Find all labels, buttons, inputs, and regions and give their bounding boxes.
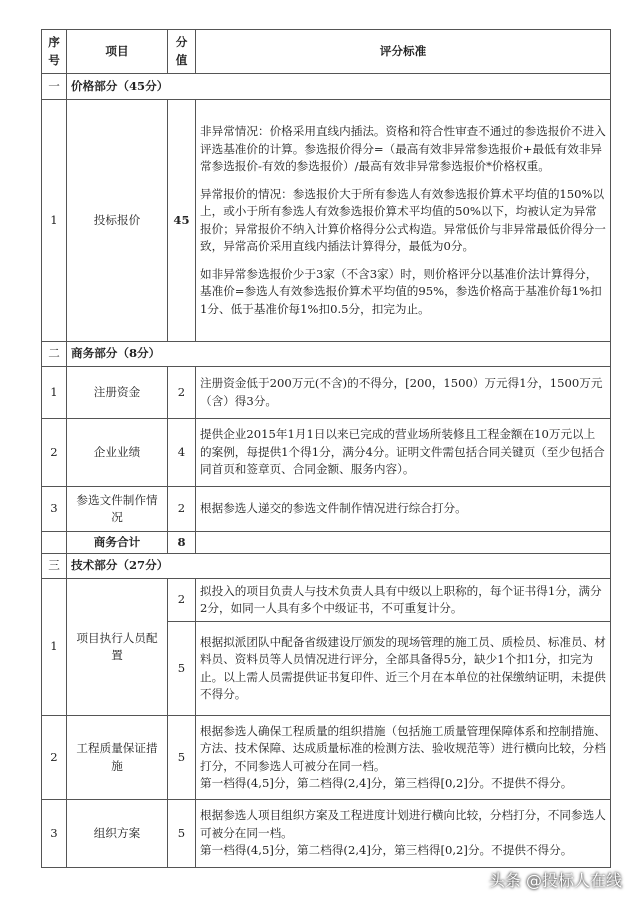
row-no: 1 [42,100,67,342]
row-no: 1 [42,579,67,716]
row-item: 企业业绩 [67,419,168,487]
table-row [42,487,611,532]
criteria-paragraph: 非异常情况：价格采用直线内插法。资格和符合性审查不通过的参选报价不进入评选基准价的计算。参选报价得分=（最高有效非异常参选报价+最低有效非异常参选报价-有效的参选报价）/最高有效非异常参选报价*价格权重。 [200,124,606,173]
row-score: 5 [168,716,196,800]
row-score: 5 [168,800,196,868]
row-item: 工程质量保证措施 [67,716,168,800]
table-row [42,579,611,622]
row-score: 5 [168,622,196,716]
row-item: 组织方案 [67,800,168,868]
row-no: 3 [42,487,67,532]
row-criteria [196,716,611,800]
criteria-paragraph: 根据参选人确保工程质量的组织措施（包括施工质量管理保障体系和控制措施、方法、技术保障、达成质量标准的检测方法、验收规范等）进行横向比较，分档打分，不同参选人可被分在同一档。 [200,723,606,773]
scoring-table [41,29,611,868]
table-row [42,800,611,868]
section-no: 三 [42,554,67,579]
section-no: 一 [42,74,67,100]
row-score: 45 [168,100,196,342]
table-row [42,100,611,342]
row-score: 4 [168,419,196,487]
section-row-business [42,342,611,367]
section-row-tech [42,554,611,579]
criteria-paragraph: 第一档得(4,5]分，第二档得(2,4]分，第三档得[0,2]分。不提供不得分。 [200,776,573,790]
criteria-paragraph: 异常报价的情况：参选报价大于所有参选人有效参选报价算术平均值的150%以上，或小于所有参选人有效参选报价算术平均值的50%以下，均被认定为异常报价；异常报价不纳入计算价格得分公式构造。异常低价与非异常最低价得分一致，异常高价采用直线内插法计算得分，最低为0分。 [200,186,606,253]
row-criteria: 提供企业2015年1月1日以来已完成的营业场所装修且工程金额在10万元以上的案例，每提供1个得1分，满分4分。证明文件需包括合同关键页（至少包括合同首页和签章页、合同金额、服务内容）。 [196,419,611,487]
section-no: 二 [42,342,67,367]
row-criteria: 根据拟派团队中配备省级建设厅颁发的现场管理的施工员、质检员、标准员、材料员、资料员等人员情况进行评分，全部具备得5分，缺少1个扣1分，扣完为止。以上需人员需提供证书复印件、近三个月在本单位的社保缴纳证明，未提供不得分。 [196,622,611,716]
row-criteria: 注册资金低于200万元(不含)的不得分，[200，1500）万元得1分，1500万元（含）得3分。 [196,367,611,419]
section-title: 技术部分（27分） [67,554,611,579]
criteria-paragraph: 如非异常参选报价少于3家（不含3家）时，则价格评分以基准价法计算得分，基准价=参选人有效参选报价算术平均值的95%，参选价格高于基准价每1%扣1分、低于基准价每1%扣0.5分，扣完为止。 [200,266,602,316]
table-row [42,367,611,419]
row-criteria [196,800,611,868]
row-item: 注册资金 [67,367,168,419]
header-no: 序号 [42,30,67,74]
table-row [42,419,611,487]
header-criteria: 评分标准 [196,30,611,74]
row-no: 2 [42,716,67,800]
header-score: 分值 [168,30,196,74]
section-row-price [42,74,611,100]
row-score: 2 [168,579,196,622]
subtotal-score: 8 [168,532,196,554]
row-no: 3 [42,800,67,868]
row-criteria: 拟投入的项目负责人与技术负责人具有中级以上职称的，每个证书得1分，满分2分，如同一人具有多个中级证书，不可重复计分。 [196,579,611,622]
row-score: 2 [168,487,196,532]
criteria-paragraph: 第一档得(4,5]分，第二档得(2,4]分，第三档得[0,2]分。不提供不得分。 [200,843,573,858]
row-criteria: 根据参选人递交的参选文件制作情况进行综合打分。 [196,487,611,532]
row-item: 投标报价 [67,100,168,342]
section-title: 价格部分（45分） [67,74,611,100]
row-no: 1 [42,367,67,419]
row-no: 2 [42,419,67,487]
section-title: 商务部分（8分） [67,342,611,367]
row-score: 2 [168,367,196,419]
table-row [42,716,611,800]
row-criteria [196,100,611,342]
row-item: 项目执行人员配置 [67,579,168,716]
criteria-paragraph: 根据参选人项目组织方案及工程进度计划进行横向比较，分档打分，不同参选人可被分在同一档。 [200,808,606,840]
row-item: 参选文件制作情况 [67,487,168,532]
subtotal-row [42,532,611,554]
watermark: 头条 @投标人在线 [488,871,622,890]
header-row [42,30,611,74]
subtotal-label: 商务合计 [67,532,168,554]
header-item: 项目 [67,30,168,74]
